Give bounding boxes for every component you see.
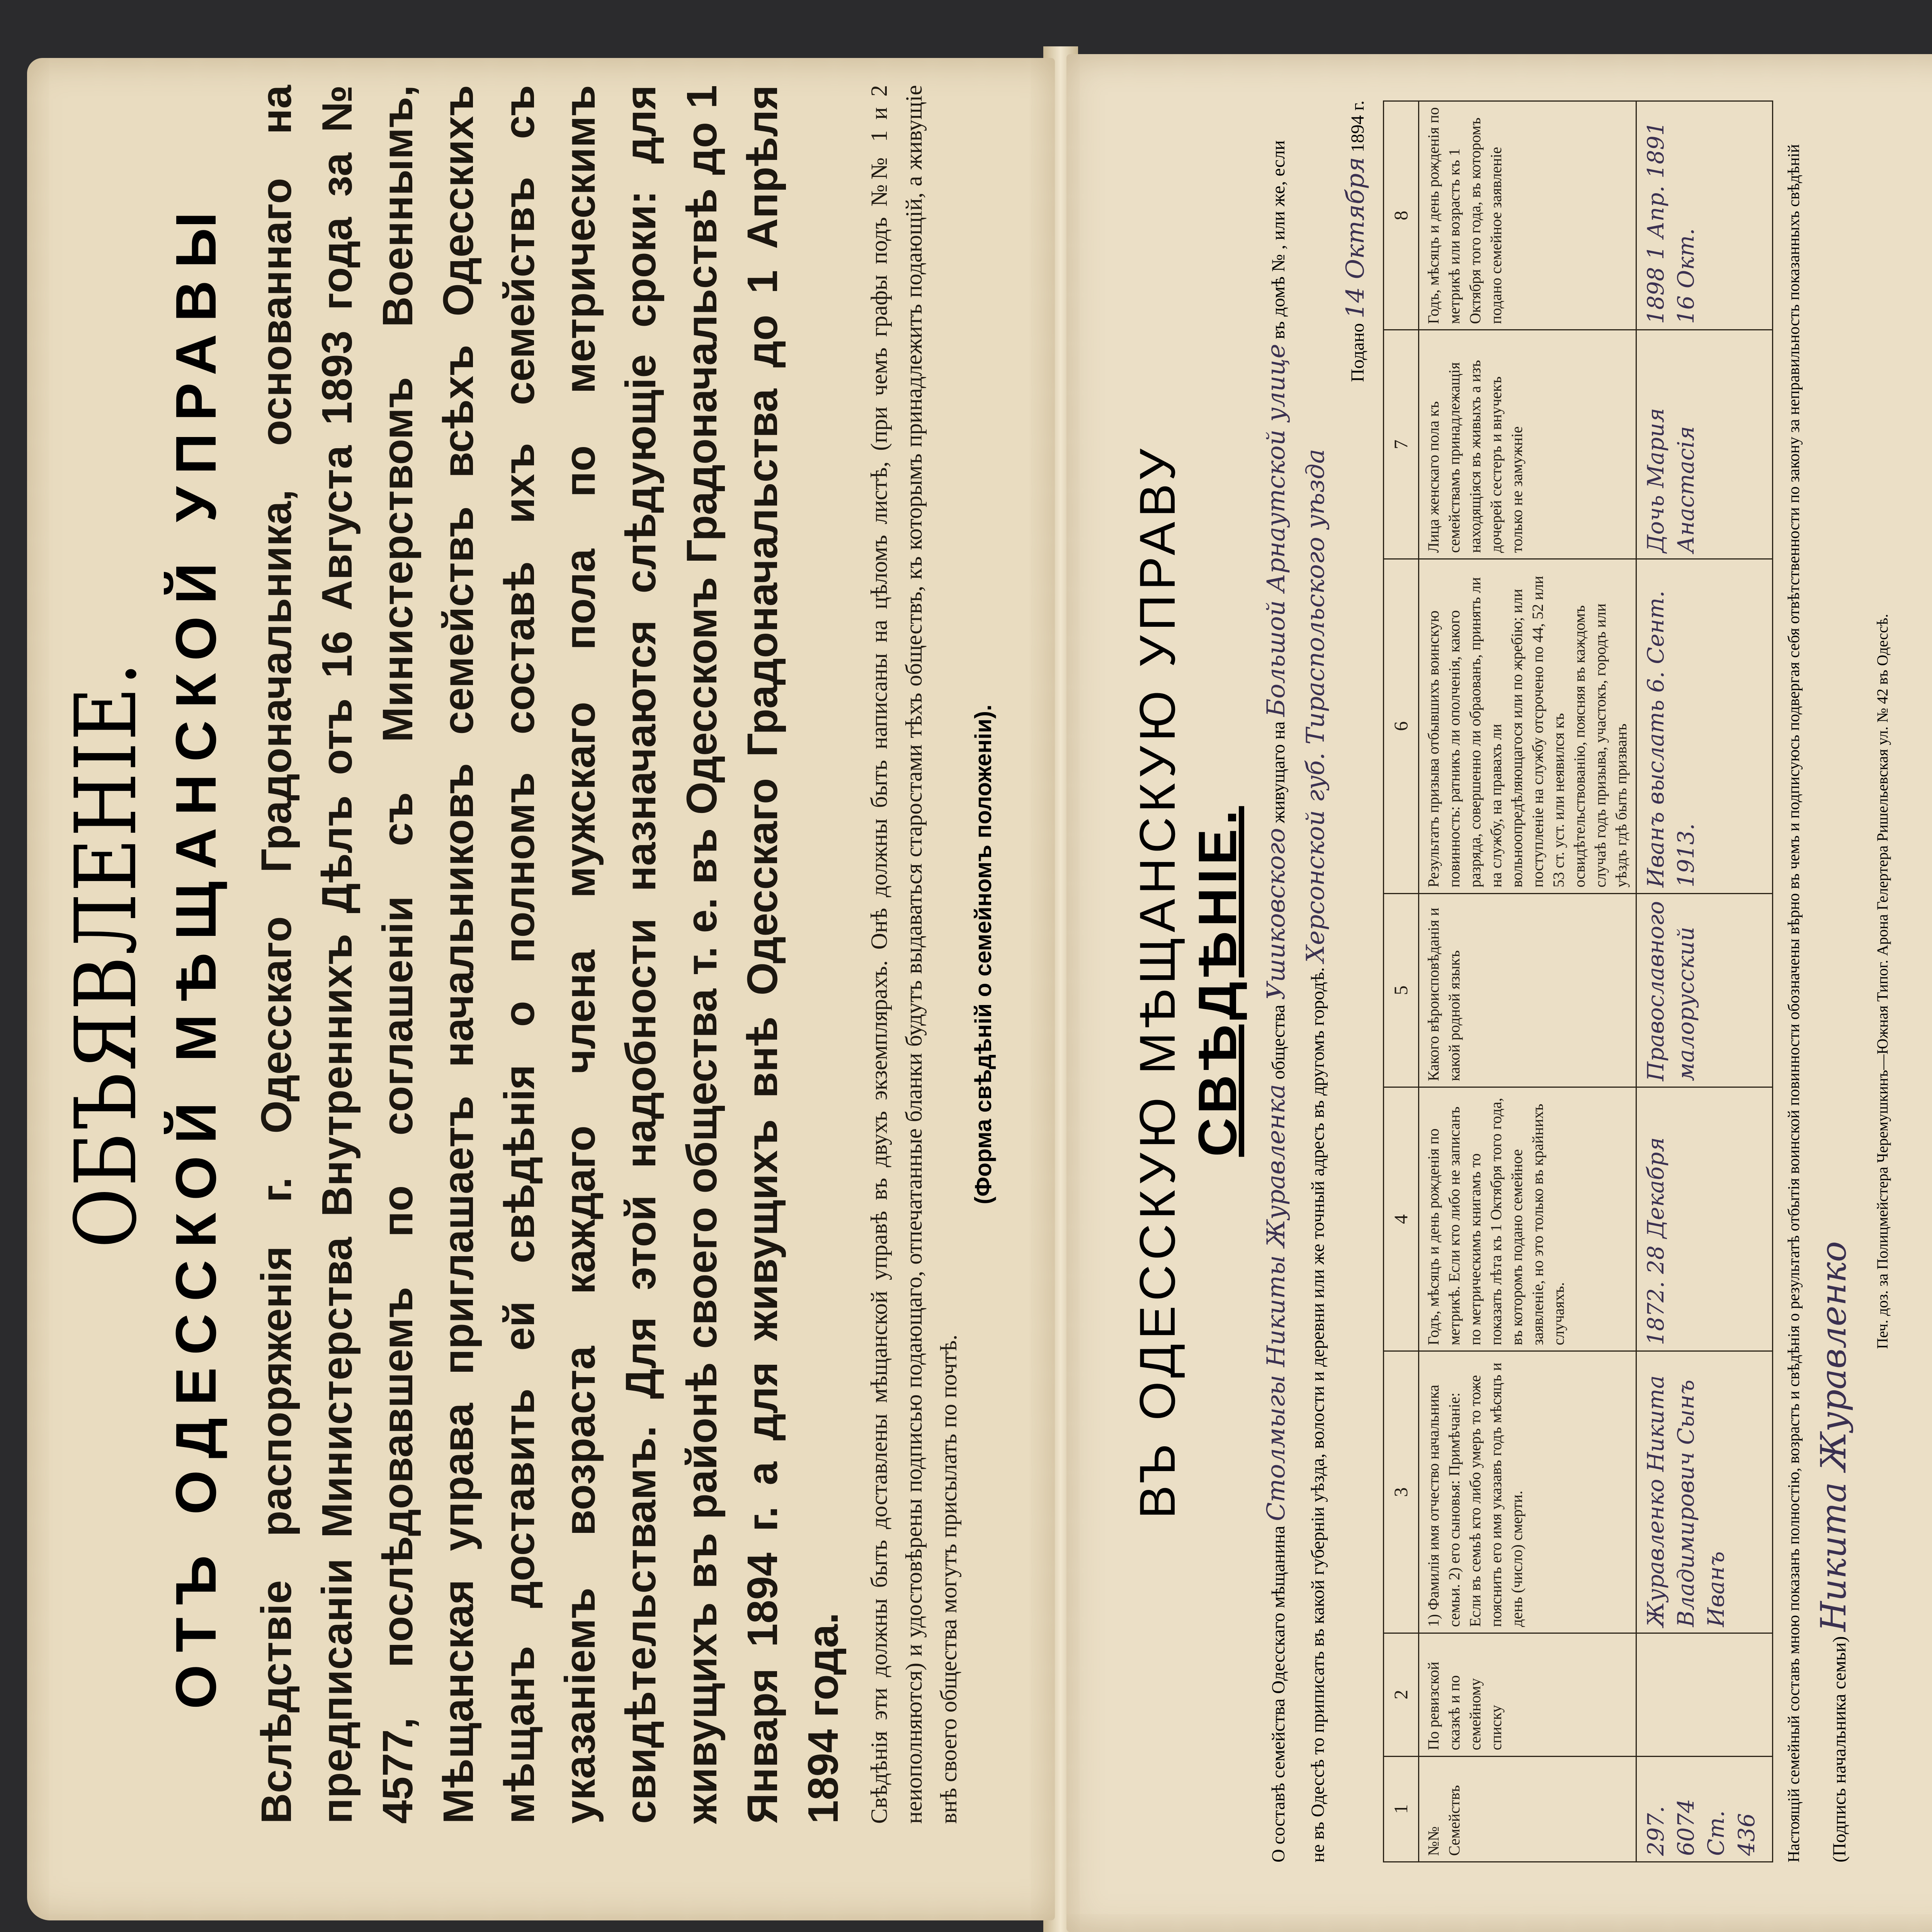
handwritten-cell: 1872. 28 Декабря (1636, 1087, 1772, 1351)
signature-caption: (Подпись начальника семьи) (1829, 1636, 1850, 1862)
column-header: 1) Фамилія имя отчество начальника семьи. 2) его сыновья: Примѣчаніе: Если въ семьѣ кто либо умеръ то тоже пояснить его имя указавъ годъ мѣсяцъ и день (число) смерти. (1418, 1351, 1636, 1633)
form-label-society: общества (1268, 1005, 1289, 1080)
column-header: Результатъ призыва отбывшихъ воинскую повинность: ратникъ ли ополченія, какого разряда, совершенно ли обраованъ, принять ли на службу, на правахъ ли вольноопредѣляющагося или по жребію; или поступленіе на службу отсрочено по 44, 52 или 53 ст. уст. или неявился къ освидѣтельствованію, поясняя въ каждомъ случаѣ годъ призыва, участокъ, городъ или уѣздъ гдѣ быть призванъ (1418, 559, 1636, 893)
announcement-notice: Свѣдѣнія эти должны быть доставлены мѣщанской управѣ въ двухъ экземплярахъ. Онѣ должны быть написаны на цѣломъ листѣ, (при чемъ графы подъ №№ 1 и 2 неиополняются) и удостовѣрены подписью подающаго, отпечатанные бланки будутъ выдаваться старостами тѣхъ обществъ, къ которымъ принадлежитъ подающій, а живущіе внѣ своего общества могутъ присылать по почтѣ. (866, 85, 961, 1824)
handwritten-address: Херсонской губ. Тираспольского уѣзда (1301, 449, 1330, 963)
announcement-subtitle: ОТЪ ОДЕССКОЙ МѢЩАНСКОЙ УПРАВЫ (164, 199, 228, 1709)
column-number: 3 (1384, 1351, 1419, 1633)
column-header: Лица женскаго пола къ семействамъ принадлежащія находящіяся въ живыхъ а изъ дочерей сестеръ и внучекъ только не замужніе (1418, 330, 1636, 559)
column-header: Какого вѣроисповѣданія и какой родной языкъ (1418, 893, 1636, 1087)
announcement (57, 85, 1012, 1824)
handwritten-name: Столмыгы Никиты Журавленка (1262, 1084, 1291, 1521)
column-header: №№ Семействъ (1418, 1756, 1636, 1862)
column-number: 2 (1384, 1633, 1419, 1756)
column-number: 1 (1384, 1756, 1419, 1862)
form-label-if: , или же, если (1268, 140, 1289, 250)
handwritten-cell: Иванъ выслать 6. Сент. 1913. (1636, 559, 1772, 893)
printer-imprint: Печ. доз. за Полицмейстера Черемушкинъ—Южная Типог. Арона Гелертера Ришельевская ул. № 42 въ Одессѣ. (1873, 614, 1891, 1349)
handwritten-cell: Православного малорусский (1636, 893, 1772, 1087)
column-number: 4 (1384, 1087, 1419, 1351)
form-label-address: не въ Одессѣ то приписать въ какой губерніи уѣзда, волости и деревни или же точный адресъ въ другомъ городѣ. (1308, 967, 1328, 1862)
handwritten-cell (1636, 1633, 1772, 1756)
form-label-house: въ домѣ № (1268, 254, 1289, 339)
handwritten-date: 14 Октября (1341, 157, 1370, 319)
signature-line (1806, 100, 1862, 1862)
family-form (1121, 100, 1932, 1862)
form-title: СВѢДѢНІЕ. (1187, 806, 1248, 1157)
table-number-row (1384, 101, 1419, 1862)
form-heading: ВЪ ОДЕССКУЮ МѢЩАНСКУЮ УПРАВУ (1129, 444, 1185, 1519)
form-label-family: О составѣ семейства Одесскаго мѣщанина (1268, 1526, 1289, 1862)
announcement-body: Вслѣдствіе распоряженія г. Одесскаго Градоначальника, основаннаго на предписаніи Министерства Внутреннихъ Дѣлъ отъ 16 Августа 1893 года за № 4577, послѣдовавшемъ по соглашеніи съ Министерствомъ Военнымъ, Мѣщанская управа приглашаетъ начальниковъ семействъ всѣхъ Одесскихъ мѣщанъ доставить ей свѣдѣнія о полномъ составѣ ихъ семействъ съ указаніемъ возраста каждаго члена мужскаго пола по метрическимъ свидѣтельствамъ. Для этой надобности назначаются слѣдующіе сроки: для живущихъ въ районѣ своего общества т. е. въ Одесскомъ Градоначальствѣ до 1 Января 1894 г. а для живущихъ внѣ Одесскаго Градоначальства до 1 Апрѣля 1894 года. (252, 85, 847, 1824)
column-number: 7 (1384, 330, 1419, 559)
column-number: 8 (1384, 101, 1419, 330)
family-table (1383, 100, 1773, 1862)
handwritten-cell: 297. 6074 Ст. 436 (1636, 1756, 1772, 1862)
form-label-submitted: Подано (1347, 323, 1368, 382)
form-line-1 (1257, 100, 1296, 1862)
handwritten-cell: Журавленко Никита Владимирович Сынъ Иванъ (1636, 1351, 1772, 1633)
table-header-row (1418, 101, 1636, 1862)
form-declaration: Настоящій семейный составъ мною показанъ полностію, возрастъ и свѣдѣнія о результатѣ отбытія воинской повинности обозначены вѣрно въ чемъ и подписуюсь подвергая себя отвѣтственности по закону за неправильность показанныхъ свѣдѣній (1785, 144, 1803, 1862)
column-number: 5 (1384, 893, 1419, 1087)
form-label-living: живущаго на (1268, 721, 1289, 823)
form-date-line (1336, 100, 1375, 1862)
form-year: 1894 г. (1347, 100, 1368, 153)
handwritten-cell: Дочь Мария Анастасія (1636, 330, 1772, 559)
form-caption: (Форма свѣдѣній о семейномъ положеніи). (970, 704, 996, 1204)
signature: Никита Журавленко (1813, 1241, 1854, 1632)
column-header: По ревизской сказкѣ и по семейному списку (1418, 1633, 1636, 1756)
column-header: Годъ, мѣсяцъ и день рожденія по метрикѣ или возрастъ къ 1 Октября того года, въ которомъ подано семейное заявленіе (1418, 101, 1636, 330)
table-row (1636, 101, 1772, 1862)
form-line-2 (1296, 100, 1335, 1862)
column-header: Годъ, мѣсяцъ и день рожденія по метрикѣ. Если кто либо не записанъ по метрическимъ книгамъ то показать лѣта къ 1 Октября того года, въ которомъ подано семейное заявленіе, но это только въ крайнихъ случаяхъ. (1418, 1087, 1636, 1351)
handwritten-street: Большой Арнаутской улице (1262, 344, 1291, 717)
handwritten-cell: 1898 1 Апр. 1891 16 Окт. (1636, 101, 1772, 330)
column-number: 6 (1384, 559, 1419, 893)
announcement-title: ОБЪЯВЛЕНІЕ. (57, 660, 155, 1248)
handwritten-society: Ушиковского (1262, 828, 1291, 1000)
